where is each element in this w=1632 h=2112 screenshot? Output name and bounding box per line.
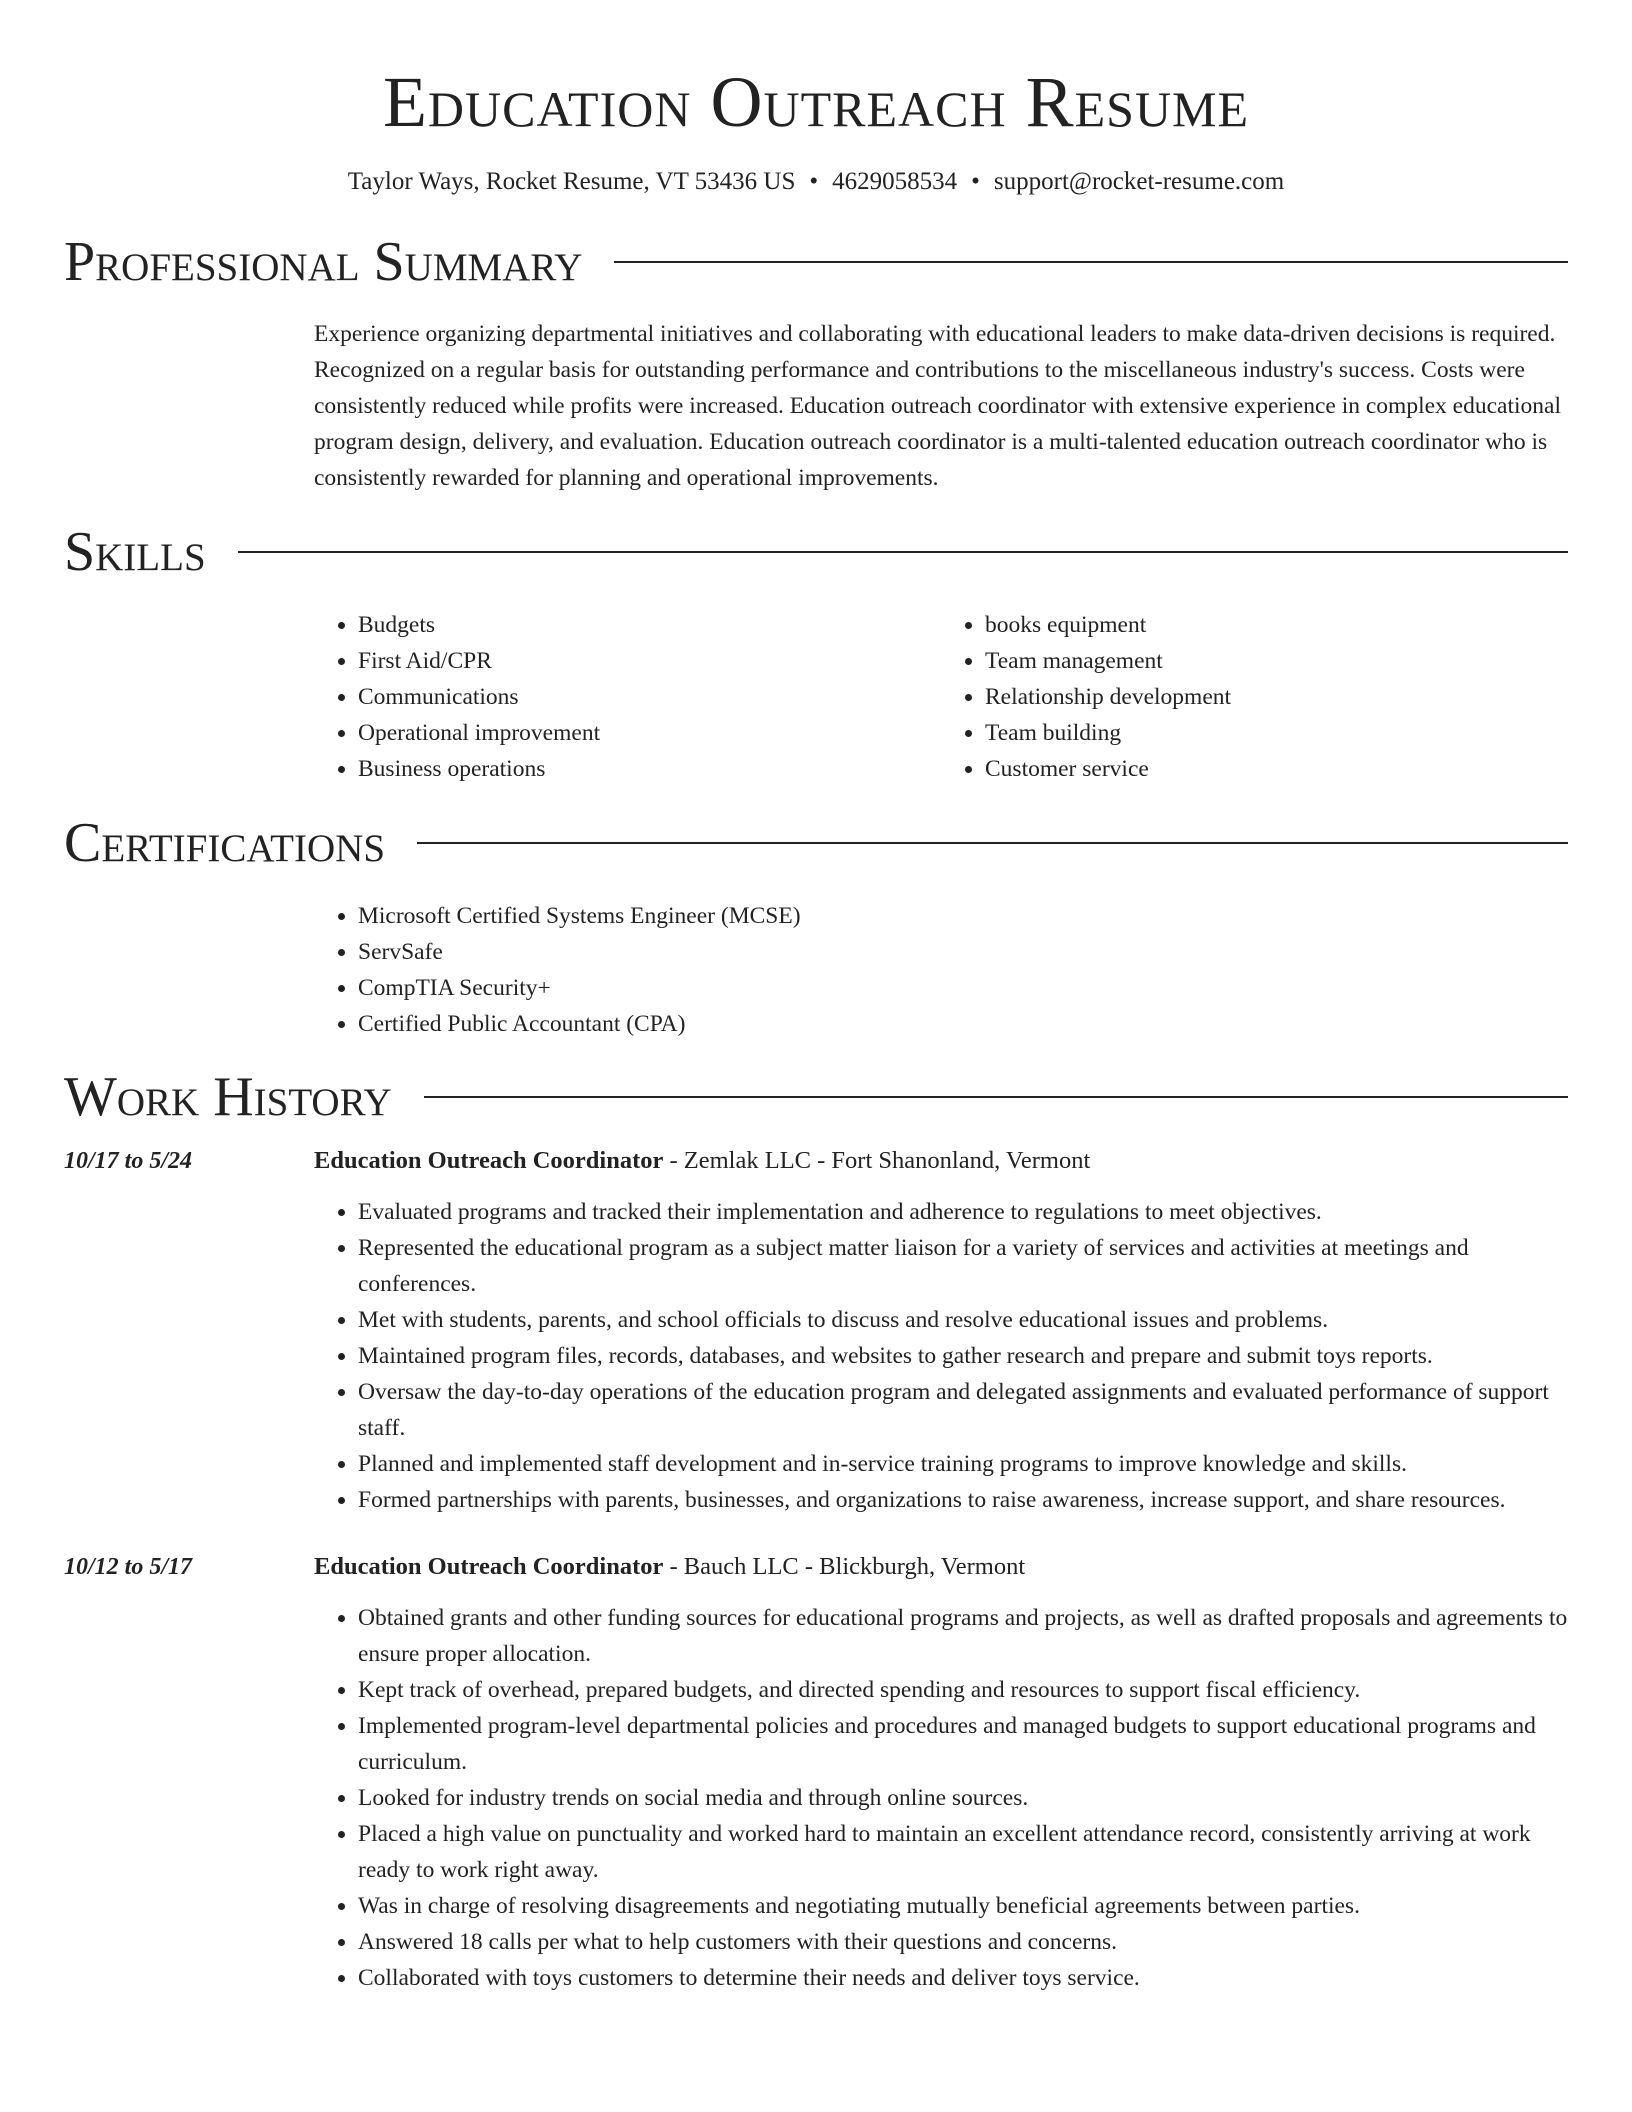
summary-section — [314, 316, 1568, 496]
skills-list — [314, 607, 1568, 787]
certification-item: • CompTIA Security+ — [358, 970, 1568, 1006]
skill-item: • Operational improvement — [358, 715, 941, 751]
job-header-row — [64, 1550, 1568, 1584]
section-divider — [238, 551, 1568, 553]
skills-column-left — [314, 607, 941, 787]
job-header-row — [64, 1144, 1568, 1178]
job-header — [314, 1550, 1025, 1584]
certification-item: • Certified Public Accountant (CPA) — [358, 1006, 1568, 1042]
job-bullet: • Evaluated programs and tracked their implementation and adherence to regulations to meet objectives. — [358, 1194, 1568, 1230]
job-bullet: • Formed partnerships with parents, businesses, and organizations to raise awareness, increase support, and share resources. — [358, 1482, 1568, 1518]
job-bullet: • Implemented program-level departmental policies and procedures and managed budgets to support educational programs and curriculum. — [358, 1708, 1568, 1780]
job-dates: 10/17 to 5/24 — [64, 1148, 193, 1174]
job-bullet: • Met with students, parents, and school officials to discuss and resolve educational issues and problems. — [358, 1302, 1568, 1338]
section-divider — [424, 1096, 1568, 1098]
job-bullet: • Represented the educational program as a subject matter liaison for a variety of services and activities at meetings and conferences. — [358, 1230, 1568, 1302]
skills-heading: Skills — [64, 521, 206, 583]
certification-item: • Microsoft Certified Systems Engineer (MCSE) — [358, 898, 1568, 934]
job-entry — [64, 1550, 1568, 1996]
certifications-section-header — [64, 813, 1568, 873]
contact-separator: • — [971, 168, 980, 195]
section-divider — [417, 842, 1568, 844]
summary-section-header — [64, 232, 1568, 292]
job-company-location: - Bauch LLC - Blickburgh, Vermont — [663, 1553, 1026, 1580]
skill-item: • Communications — [358, 679, 941, 715]
skill-item: • Team management — [985, 643, 1568, 679]
skill-item: • Budgets — [358, 607, 941, 643]
job-company-location: - Zemlak LLC - Fort Shanonland, Vermont — [663, 1147, 1091, 1174]
certification-item: • ServSafe — [358, 934, 1568, 970]
skill-item: • Relationship development — [985, 679, 1568, 715]
job-header — [314, 1144, 1090, 1178]
job-dates: 10/12 to 5/17 — [64, 1554, 193, 1580]
contact-line — [64, 166, 1568, 198]
skill-item: • Customer service — [985, 751, 1568, 787]
certifications-list — [314, 898, 1568, 1042]
summary-heading: Professional Summary — [64, 231, 583, 293]
contact-phone: 4629058534 — [832, 168, 958, 195]
skills-section-header — [64, 522, 1568, 582]
job-title: Education Outreach Coordinator — [314, 1553, 664, 1580]
section-divider — [614, 261, 1568, 263]
job-bullet: • Obtained grants and other funding sources for educational programs and projects, as well as drafted proposals and agreements to ensure proper allocation. — [358, 1600, 1568, 1672]
contact-email: support@rocket-resume.com — [993, 168, 1285, 195]
job-bullet: • Maintained program files, records, databases, and websites to gather research and prepare and submit toys reports. — [358, 1338, 1568, 1374]
job-entry — [64, 1144, 1568, 1518]
work-history-heading: Work History — [64, 1066, 392, 1128]
job-bullet: • Was in charge of resolving disagreements and negotiating mutually beneficial agreements between parties. — [358, 1888, 1568, 1924]
job-bullet: • Collaborated with toys customers to determine their needs and deliver toys service. — [358, 1960, 1568, 1996]
skill-item: • Team building — [985, 715, 1568, 751]
job-bullets — [314, 1194, 1568, 1518]
contact-address: Taylor Ways, Rocket Resume, VT 53436 US — [347, 168, 796, 195]
certifications-heading: Certifications — [64, 812, 386, 874]
skill-item: • First Aid/CPR — [358, 643, 941, 679]
job-bullets — [314, 1600, 1568, 1996]
job-title: Education Outreach Coordinator — [314, 1147, 664, 1174]
skill-item: • books equipment — [985, 607, 1568, 643]
job-bullet: • Placed a high value on punctuality and worked hard to maintain an excellent attendance record, consistently arriving at work ready to work right away. — [358, 1816, 1568, 1888]
summary-text: Experience organizing departmental initiatives and collaborating with educational leaders to make data-driven decisions is required. Recognized on a regular basis for outstanding performance and contributions to the miscellaneous industry's success. Costs were consistently reduced while profits were increased. Education outreach coordinator with extensive experience in complex educational program design, delivery, and evaluation. Education outreach coordinator is a multi-talented education outreach coordinator who is consistently rewarded for planning and operational improvements. — [314, 321, 1561, 491]
job-bullet: • Kept track of overhead, prepared budgets, and directed spending and resources to support fiscal efficiency. — [358, 1672, 1568, 1708]
job-bullet: • Planned and implemented staff development and in-service training programs to improve knowledge and skills. — [358, 1446, 1568, 1482]
work-history-section-header — [64, 1067, 1568, 1127]
resume-title: Education Outreach Resume — [382, 62, 1250, 142]
skills-column-right — [941, 607, 1568, 787]
job-bullet: • Answered 18 calls per what to help customers with their questions and concerns. — [358, 1924, 1568, 1960]
job-bullet: • Oversaw the day-to-day operations of the education program and delegated assignments and evaluated performance of support staff. — [358, 1374, 1568, 1446]
contact-separator: • — [809, 168, 819, 195]
skill-item: • Business operations — [358, 751, 941, 787]
job-bullet: • Looked for industry trends on social media and through online sources. — [358, 1780, 1568, 1816]
